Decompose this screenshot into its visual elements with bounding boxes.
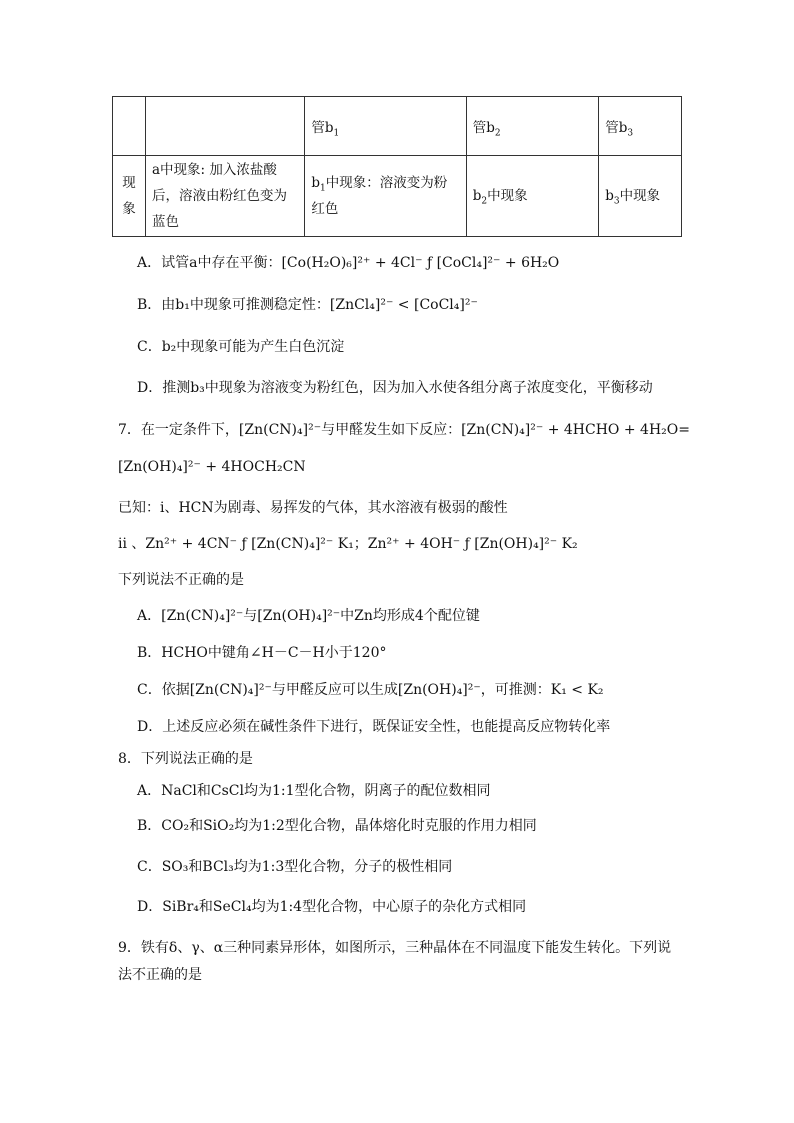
q7-option-d: D．上述反应必须在碱性条件下进行，既保证安全性，也能提高反应物转化率 (137, 719, 611, 735)
q9-stem-line1: 9．铁有δ、γ、α三种同素异形体，如图所示，三种晶体在不同温度下能发生转化。下列说 (118, 940, 672, 956)
q8-option-b: B．CO₂和SiO₂均为1:2型化合物，晶体熔化时克服的作用力相同 (137, 818, 537, 834)
q7-ask: 下列说法不正确的是 (118, 572, 244, 588)
q9-stem-line2: 法不正确的是 (118, 967, 202, 983)
table-row-phenomenon (113, 156, 682, 237)
q8-option-c: C．SO₃和BCl₃均为1:3型化合物，分子的极性相同 (137, 859, 453, 875)
header-cell-empty-2 (145, 97, 304, 156)
q7-known-ii: ii 、Zn²⁺ + 4CN⁻ ƒ [Zn(CN)₄]²⁻ K₁；Zn²⁺ + 4OH⁻ ƒ [Zn(OH)₄]²⁻ K₂ (118, 536, 578, 552)
q7-stem: 7．在一定条件下，[Zn(CN)₄]²⁻与甲醛发生如下反应：[Zn(CN)₄]²⁻ + 4HCHO + 4H₂O= (118, 422, 690, 438)
q7-option-a: A．[Zn(CN)₄]²⁻与[Zn(OH)₄]²⁻中Zn均形成4个配位键 (137, 608, 480, 624)
q8-option-d: D．SiBr₄和SeCl₄均为1:4型化合物，中心原子的杂化方式相同 (137, 899, 527, 915)
header-cell-tube-b1: 管$b_1$ (305, 97, 466, 156)
q6-option-a: A．试管a中存在平衡：[Co(H₂O)₆]²⁺ + 4Cl⁻ ƒ [CoCl₄]²⁻ + 6H₂O (137, 255, 560, 271)
cell-b2-phenomenon: $b_2$中现象 (466, 156, 598, 237)
q7-equation-products: [Zn(OH)₄]²⁻ + 4HOCH₂CN (118, 459, 306, 475)
cell-b1-phenomenon: $b_1$中现象：溶液变为粉红色 (305, 156, 466, 237)
header-cell-tube-b3: 管$b_3$ (599, 97, 682, 156)
header-cell-tube-b2: 管$b_2$ (466, 97, 598, 156)
q8-stem: 8．下列说法正确的是 (118, 751, 253, 767)
header-cell-empty-1 (113, 97, 146, 156)
q7-option-c: C．依据[Zn(CN)₄]²⁻与甲醛反应可以生成[Zn(OH)₄]²⁻，可推测：K₁ < K₂ (137, 682, 604, 698)
table-header-row (113, 97, 682, 156)
q8-option-a: A．NaCl和CsCl均为1:1型化合物，阴离子的配位数相同 (137, 783, 491, 799)
q7-option-b: B．HCHO中键角∠H－C－H小于120° (137, 645, 387, 661)
q6-option-c: C．b₂中现象可能为产生白色沉淀 (137, 339, 345, 355)
row-label-phenomenon: 现象 (113, 156, 146, 237)
cell-a-phenomenon: a中现象: 加入浓盐酸后，溶液由粉红色变为蓝色 (145, 156, 304, 237)
observation-table (112, 96, 682, 237)
cell-b3-phenomenon: $b_3$中现象 (599, 156, 682, 237)
q6-option-b: B．由b₁中现象可推测稳定性：[ZnCl₄]²⁻ < [CoCl₄]²⁻ (137, 297, 478, 313)
q6-option-d: D．推测b₃中现象为溶液变为粉红色，因为加入水使各组分离子浓度变化，平衡移动 (137, 380, 653, 396)
q7-known-i: 已知：i、HCN为剧毒、易挥发的气体，其水溶液有极弱的酸性 (118, 500, 508, 516)
